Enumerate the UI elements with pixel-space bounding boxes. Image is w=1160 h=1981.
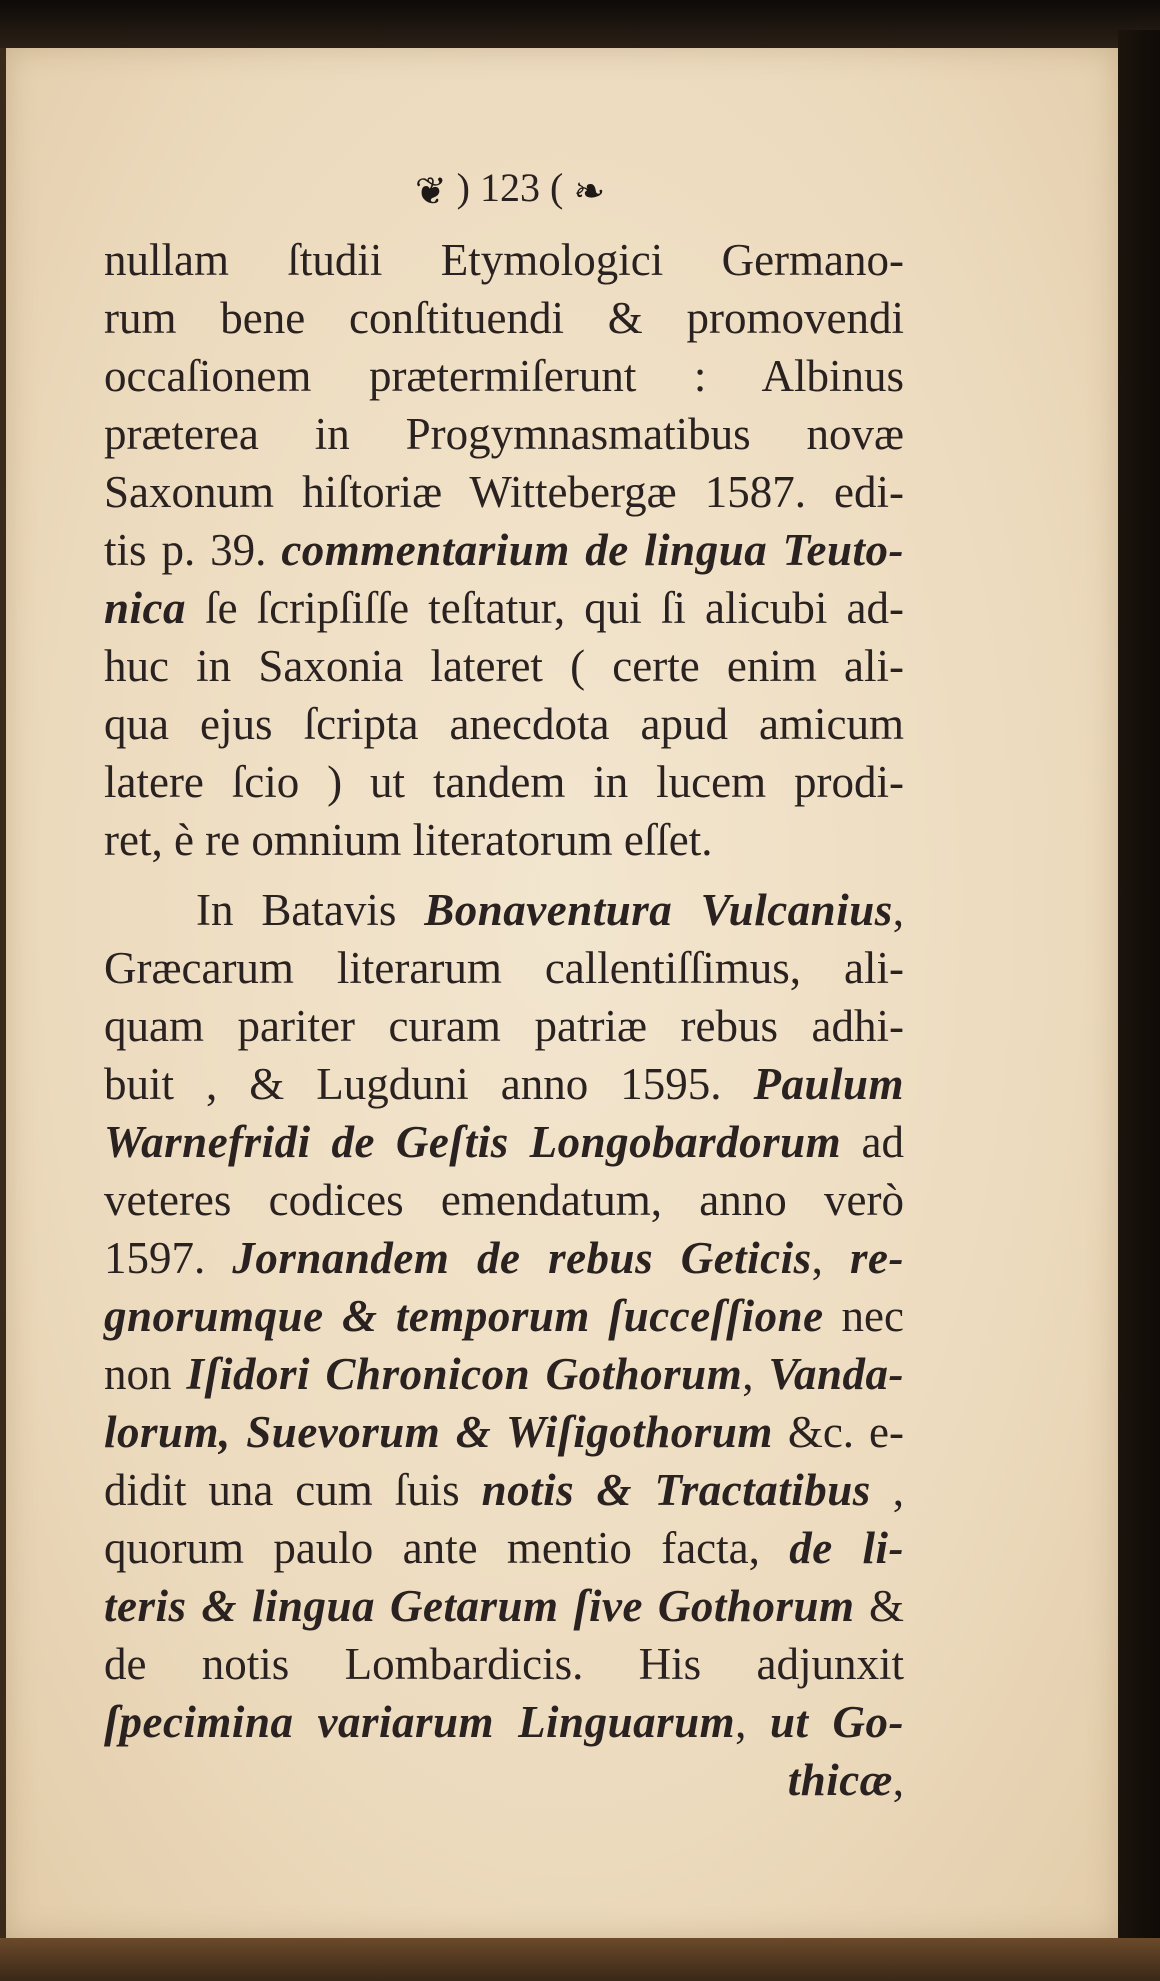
fleuron-right-icon: ❧ xyxy=(573,170,606,213)
text-line: Græcarum literarum callentiſſimus, ali- xyxy=(104,943,904,993)
text-line: quam pariter curam patriæ rebus adhi- xyxy=(104,1001,904,1051)
italic-catchword: thicæ xyxy=(787,1755,893,1805)
italic-title: ſpecimina variarum Linguarum xyxy=(104,1697,736,1747)
italic-title: Paulum xyxy=(753,1059,904,1109)
text-line: quorum paulo ante mentio facta, de li- xyxy=(104,1523,904,1573)
text-line: ret, è re omnium literatorum eſſet. xyxy=(104,815,713,865)
italic-title: gnorumque & temporum ſucceſſione xyxy=(104,1291,824,1341)
scan-bottom-border xyxy=(0,1938,1160,1981)
italic-title: Jornandem de rebus Geticis xyxy=(232,1233,812,1283)
running-header xyxy=(340,160,680,216)
text-line: occaſionem prætermiſerunt : Albinus xyxy=(104,351,904,401)
italic-title: commentarium de lingua Teuto- xyxy=(281,525,904,575)
italic-name: Bonaventura Vulcanius xyxy=(424,885,893,935)
italic-title: re- xyxy=(850,1233,905,1283)
text-line: Warnefridi de Geſtis Longobardorum ad xyxy=(104,1117,904,1167)
scan-top-border xyxy=(0,0,1160,48)
text-line: buit , & Lugduni anno 1595. Paulum xyxy=(104,1059,904,1109)
page-number: ) 123 ( xyxy=(456,165,564,210)
text-line: ſpecimina variarum Linguarum, ut Go- xyxy=(104,1697,905,1747)
text-line: lorum, Suevorum & Wiſigothorum &c. e- xyxy=(104,1407,904,1457)
text-line: latere ſcio ) ut tandem in lucem prodi- xyxy=(104,757,904,807)
text-line: nica ſe ſcripſiſſe teſtatur, qui ſi alicubi ad- xyxy=(104,583,904,633)
italic-title: ut Go- xyxy=(769,1697,905,1747)
italic-title: Warnefridi de Geſtis Longobardorum xyxy=(104,1117,842,1167)
text-line: didit una cum ſuis notis & Tractatibus , xyxy=(104,1465,904,1515)
text-line: In Batavis Bonaventura Vulcanius, xyxy=(196,885,904,935)
italic-title: Iſidori Chronicon Gothorum xyxy=(186,1349,743,1399)
italic-title: nica xyxy=(104,583,187,633)
italic-title: teris & lingua Getarum ſive Gothorum xyxy=(104,1581,855,1631)
italic-title: Vanda- xyxy=(768,1349,905,1399)
text-line: qua ejus ſcripta anecdota apud amicum xyxy=(104,699,904,749)
fleuron-left-icon: ❦ xyxy=(414,170,447,213)
text-line: non Iſidori Chronicon Gothorum, Vanda- xyxy=(104,1349,905,1399)
text-line: veteres codices emendatum, anno verò xyxy=(104,1175,904,1225)
text-line: tis p. 39. commentarium de lingua Teuto- xyxy=(104,525,904,575)
scan-right-border xyxy=(1118,30,1160,1981)
italic-title: lorum, Suevorum & Wiſigothorum xyxy=(104,1407,773,1457)
catchword: thicæ, xyxy=(787,1755,904,1805)
text-line: Saxonum hiſtoriæ Wittebergæ 1587. edi- xyxy=(104,467,904,517)
text-line: teris & lingua Getarum ſive Gothorum & xyxy=(104,1581,904,1631)
text-line: huc in Saxonia lateret ( certe enim ali- xyxy=(104,641,904,691)
text-line: 1597. Jornandem de rebus Geticis, re- xyxy=(104,1233,905,1283)
italic-title: notis & Tractatibus xyxy=(481,1465,871,1515)
italic-title: de li- xyxy=(789,1523,904,1573)
text-line: rum bene conſtituendi & promovendi xyxy=(104,293,904,343)
text-line: nullam ſtudii Etymologici Germano- xyxy=(104,235,904,285)
text-line: gnorumque & temporum ſucceſſione nec xyxy=(104,1291,904,1341)
text-line: præterea in Progymnasmatibus novæ xyxy=(104,409,904,459)
text-line: de notis Lombardicis. His adjunxit xyxy=(104,1639,904,1689)
